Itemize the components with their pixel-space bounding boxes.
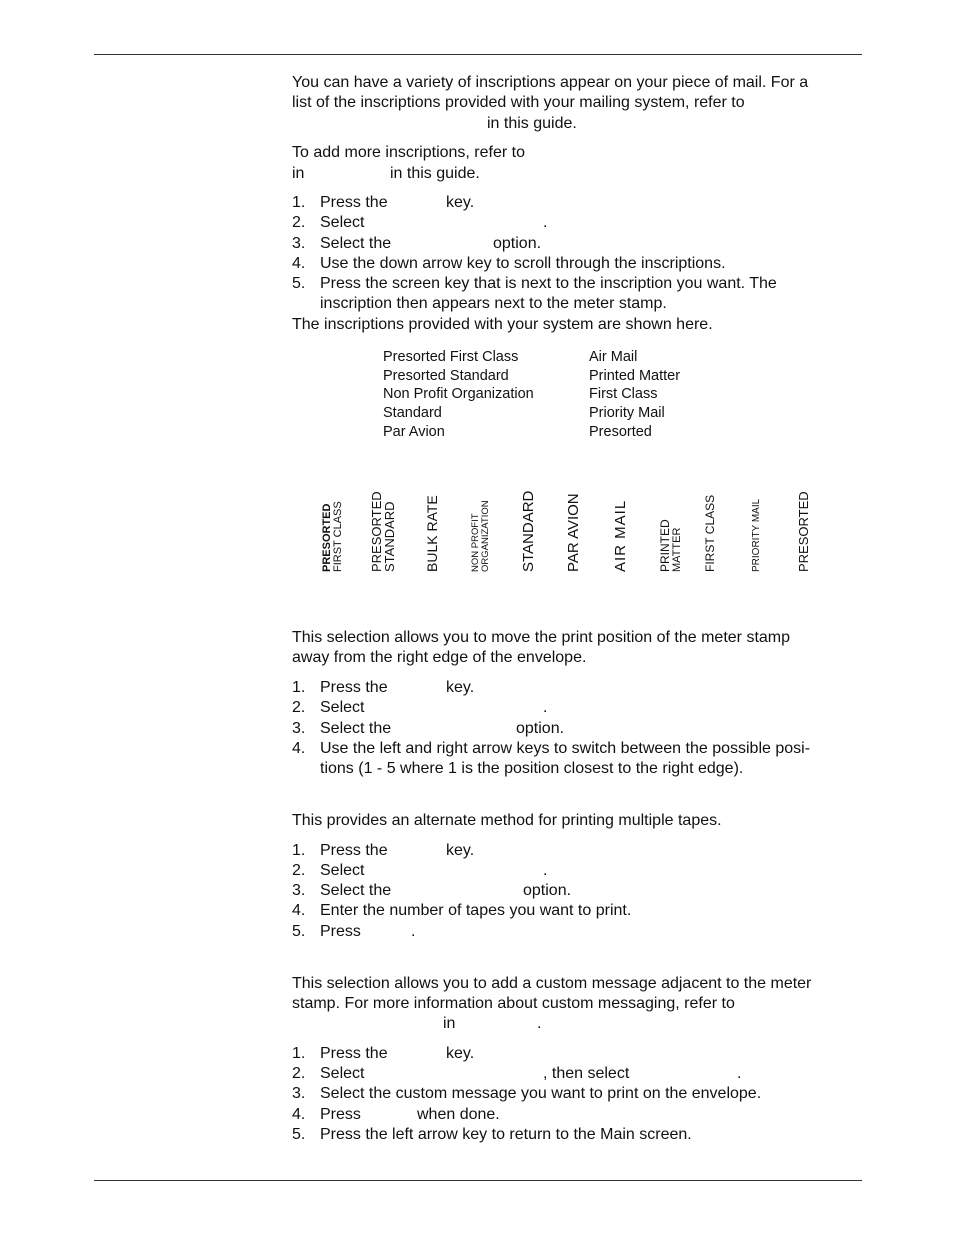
sample-line: NON PROFIT bbox=[470, 513, 481, 572]
sample-line: AIR MAIL bbox=[612, 499, 629, 572]
sample-line: STANDARD bbox=[520, 490, 537, 572]
message-line-2: stamp. For more information about custom messaging, refer to bbox=[292, 995, 735, 1012]
intro-line-4: To add more inscriptions, refer to bbox=[292, 144, 525, 161]
table-cell: Priority Mail bbox=[589, 405, 665, 421]
footer-rule bbox=[94, 1180, 862, 1181]
table-cell: Par Avion bbox=[383, 424, 445, 440]
sample-line: BULK RATE bbox=[424, 495, 440, 572]
step-text: Press the screen key that is next to the inscription you want. The bbox=[320, 275, 777, 292]
step-number: 3. bbox=[292, 720, 306, 737]
sample-line: PRESORTED bbox=[321, 503, 333, 572]
table-cell: Non Profit Organization bbox=[383, 386, 534, 402]
step-text: Press bbox=[320, 1106, 361, 1123]
header-rule bbox=[94, 54, 862, 55]
message-line-1: This selection allows you to add a custom message adjacent to the meter bbox=[292, 975, 812, 992]
step-text-tail: key. bbox=[446, 1045, 475, 1062]
step-text: Select the bbox=[320, 882, 392, 899]
step-number: 4. bbox=[292, 255, 306, 272]
table-cell: Presorted Standard bbox=[383, 368, 509, 384]
intro-line-1: You can have a variety of inscriptions appear on your piece of mail. For a bbox=[292, 74, 809, 91]
tapes-line-1: This provides an alternate method for printing multiple tapes. bbox=[292, 812, 722, 829]
step-text: Select bbox=[320, 1065, 365, 1082]
inscription-sample bbox=[566, 472, 606, 572]
step-text-tail: key. bbox=[446, 842, 475, 859]
sample-line: PRIORITY MAIL bbox=[751, 498, 762, 572]
step-text-tail: option. bbox=[516, 720, 565, 737]
step-text: Select bbox=[320, 862, 365, 879]
sample-line: MATTER bbox=[671, 527, 683, 572]
step-text: Use the left and right arrow keys to switch between the possible posi- bbox=[320, 740, 811, 757]
step-text-tail: key. bbox=[446, 194, 475, 211]
step-number: 1. bbox=[292, 1045, 306, 1062]
intro-line-5b: in this guide. bbox=[390, 165, 480, 182]
inscription-sample bbox=[659, 472, 699, 572]
step-text: Press bbox=[320, 923, 361, 940]
step-text-tail: option. bbox=[493, 235, 542, 252]
inscription-sample bbox=[370, 472, 410, 572]
sample-line: PAR AVION bbox=[565, 493, 582, 572]
sample-line: PRESORTED bbox=[796, 491, 811, 572]
inscription-sample bbox=[322, 472, 362, 572]
step-number: 5. bbox=[292, 275, 306, 292]
table-cell: Presorted bbox=[589, 424, 652, 440]
intro-line-5a: in bbox=[292, 165, 305, 182]
table-cell: First Class bbox=[589, 386, 658, 402]
inscriptions-note: The inscriptions provided with your system are shown here. bbox=[292, 316, 713, 333]
table-cell: Standard bbox=[383, 405, 442, 421]
step-text-tail: . bbox=[543, 214, 548, 231]
intro-line-2: list of the inscriptions provided with your mailing system, refer to bbox=[292, 94, 745, 111]
step-text-tail: when done. bbox=[417, 1106, 500, 1123]
sample-line: PRINTED bbox=[658, 519, 672, 572]
step-number: 3. bbox=[292, 1085, 306, 1102]
step-number: 4. bbox=[292, 1106, 306, 1123]
inscription-sample bbox=[521, 472, 561, 572]
step-text-cont: inscription then appears next to the meter stamp. bbox=[320, 295, 667, 312]
step-number: 4. bbox=[292, 740, 306, 757]
step-text: Select bbox=[320, 699, 365, 716]
step-text: Select the custom message you want to print on the envelope. bbox=[320, 1085, 762, 1102]
step-text-cont: tions (1 - 5 where 1 is the position closest to the right edge). bbox=[320, 760, 744, 777]
step-text: Press the bbox=[320, 1045, 388, 1062]
inscription-sample bbox=[613, 472, 653, 572]
table-cell: Printed Matter bbox=[589, 368, 681, 384]
step-text-tail: . bbox=[543, 862, 548, 879]
step-text-tail: . bbox=[411, 923, 416, 940]
step-text: Select the bbox=[320, 235, 392, 252]
step-text-tail: . bbox=[543, 699, 548, 716]
step-number: 1. bbox=[292, 842, 306, 859]
inscription-sample bbox=[752, 472, 792, 572]
inscription-sample bbox=[797, 472, 837, 572]
step-number: 2. bbox=[292, 214, 306, 231]
step-number: 5. bbox=[292, 1126, 306, 1143]
step-number: 5. bbox=[292, 923, 306, 940]
message-line-3b: . bbox=[537, 1015, 542, 1032]
step-text: Press the bbox=[320, 194, 388, 211]
step-text: Select the bbox=[320, 720, 392, 737]
inscription-sample bbox=[704, 472, 744, 572]
step-text: Select bbox=[320, 214, 365, 231]
step-number: 4. bbox=[292, 902, 306, 919]
step-number: 3. bbox=[292, 235, 306, 252]
step-text: Press the left arrow key to return to the Main screen. bbox=[320, 1126, 692, 1143]
sample-line: FIRST CLASS bbox=[332, 501, 344, 572]
intro-line-3: in this guide. bbox=[487, 115, 577, 132]
step-text: Enter the number of tapes you want to print. bbox=[320, 902, 632, 919]
sample-line: PRESORTED bbox=[369, 491, 384, 572]
step-text-end: . bbox=[737, 1065, 742, 1082]
table-cell: Air Mail bbox=[589, 349, 638, 365]
sample-line: ORGANIZATION bbox=[480, 500, 491, 572]
step-text: Press the bbox=[320, 842, 388, 859]
inscription-sample bbox=[425, 472, 465, 572]
step-number: 3. bbox=[292, 882, 306, 899]
step-number: 2. bbox=[292, 699, 306, 716]
step-text: Use the down arrow key to scroll through the inscriptions. bbox=[320, 255, 726, 272]
step-text-tail: key. bbox=[446, 679, 475, 696]
step-text-tail: , then select bbox=[543, 1065, 630, 1082]
sample-line: FIRST CLASS bbox=[703, 494, 717, 572]
step-number: 1. bbox=[292, 194, 306, 211]
step-number: 2. bbox=[292, 1065, 306, 1082]
table-cell: Presorted First Class bbox=[383, 349, 519, 365]
step-number: 2. bbox=[292, 862, 306, 879]
position-line-1: This selection allows you to move the print position of the meter stamp bbox=[292, 629, 791, 646]
step-number: 1. bbox=[292, 679, 306, 696]
step-text-tail: option. bbox=[523, 882, 572, 899]
sample-line: STANDARD bbox=[382, 501, 397, 572]
step-text: Press the bbox=[320, 679, 388, 696]
inscription-sample bbox=[471, 472, 511, 572]
position-line-2: away from the right edge of the envelope. bbox=[292, 649, 587, 666]
message-line-3a: in bbox=[443, 1015, 456, 1032]
